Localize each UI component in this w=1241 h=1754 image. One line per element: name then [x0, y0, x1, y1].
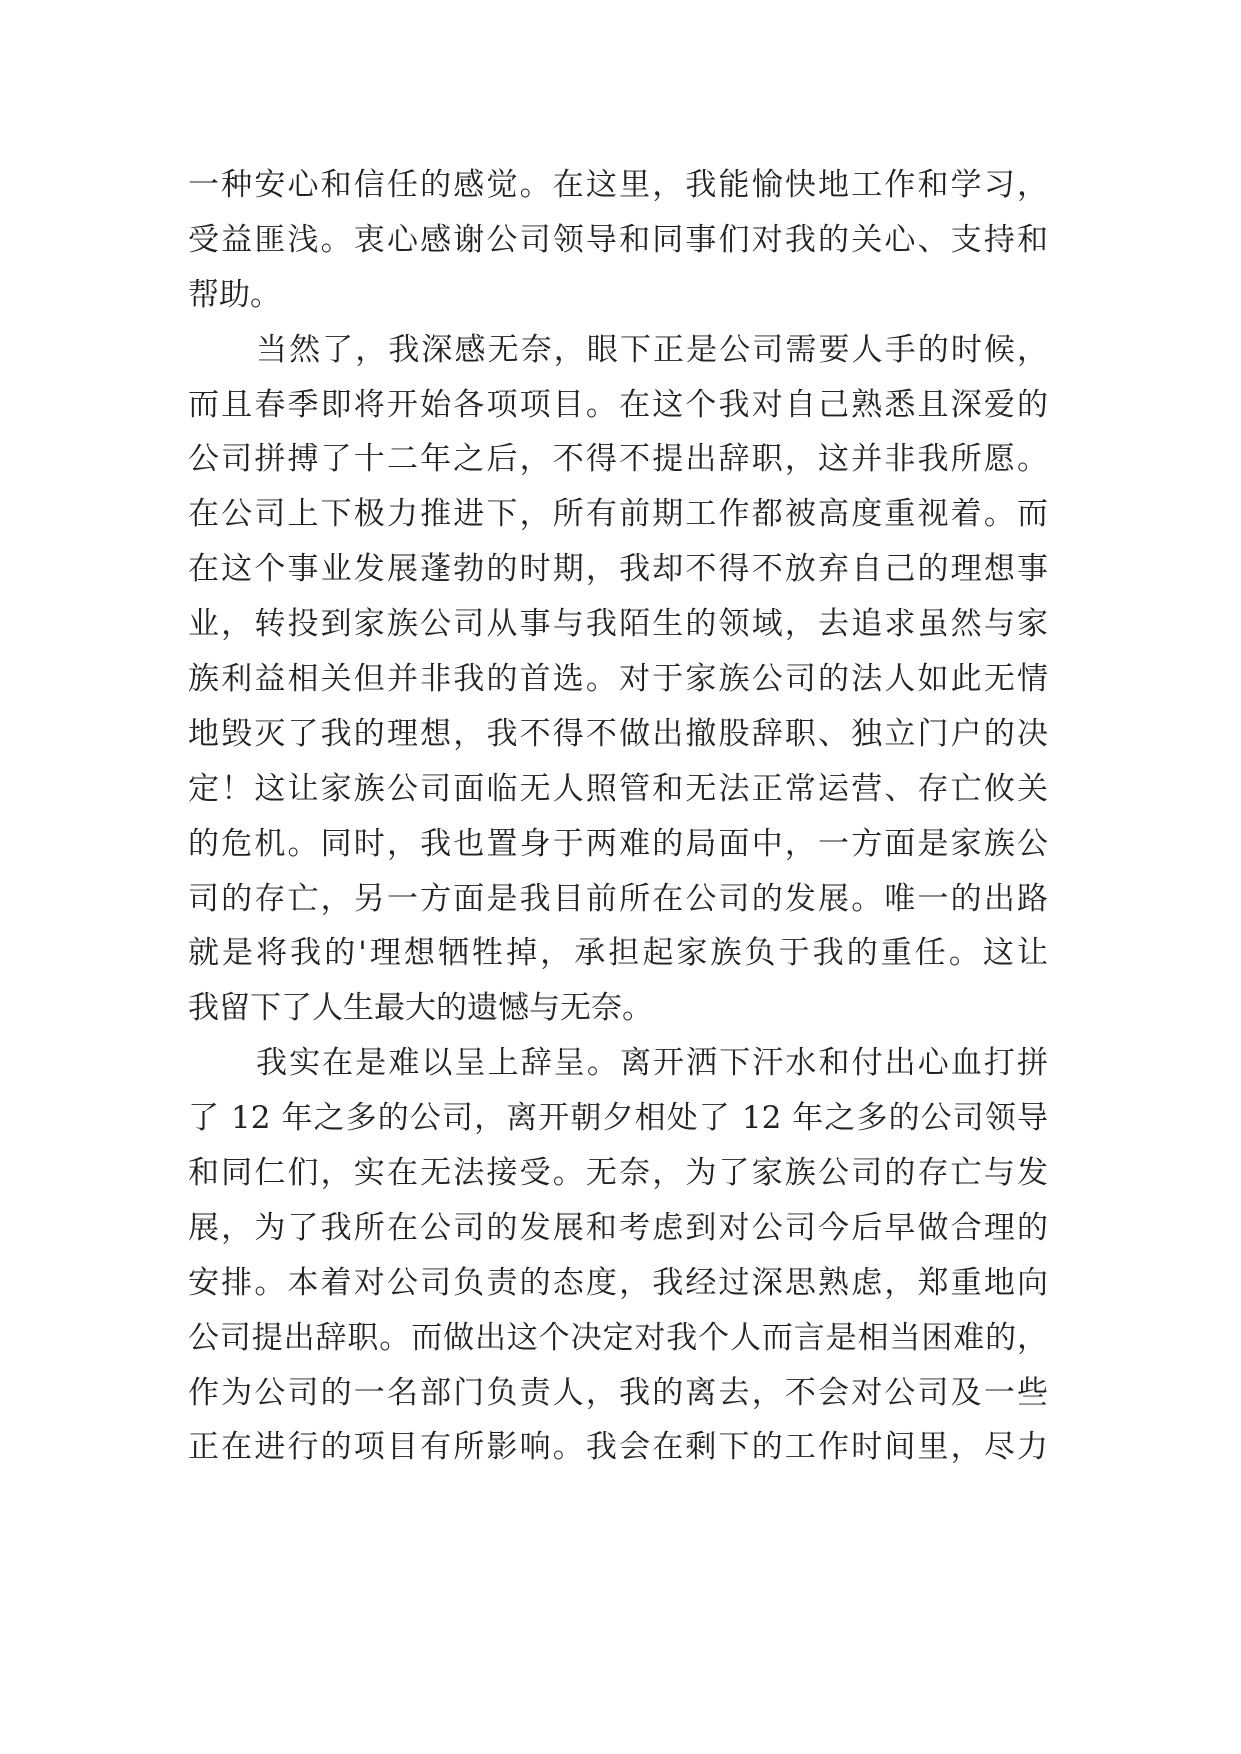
text-line: 的危机。同时，我也置身于两难的局面中，一方面是家族公 [188, 825, 1048, 862]
text-line: 在这个事业发展蓬勃的时期，我却不得不放弃自己的理想事 [188, 551, 1048, 588]
text-line: 族利益相关但并非我的首选。对于家族公司的法人如此无情 [188, 661, 1048, 698]
text-line: 公司提出辞职。而做出这个决定对我个人而言是相当困难的， [188, 1319, 1048, 1356]
text-line: 展，为了我所在公司的发展和考虑到对公司今后早做合理的 [188, 1209, 1048, 1246]
text-line: 地毁灭了我的理想，我不得不做出撤股辞职、独立门户的决 [188, 715, 1048, 752]
text-line: 一种安心和信任的感觉。在这里，我能愉快地工作和学习， [188, 167, 1048, 203]
text-line: 定！这让家族公司面临无人照管和无法正常运营、存亡攸关 [188, 770, 1048, 807]
paragraph-2 [188, 323, 1048, 1037]
paragraph-1 [188, 158, 1048, 323]
text-line: 帮助。 [188, 276, 281, 313]
paragraph-3 [188, 1036, 1048, 1475]
text-line: 受益匪浅。衷心感谢公司领导和同事们对我的关心、支持和 [188, 221, 1048, 258]
text-line: 了 12 年之多的公司，离开朝夕相处了 12 年之多的公司领导 [188, 1100, 1048, 1137]
text-line: 安排。本着对公司负责的态度，我经过深思熟虑，郑重地向 [188, 1264, 1048, 1301]
text-line: 司的存亡，另一方面是我目前所在公司的发展。唯一的出路 [188, 880, 1048, 917]
text-line: 而且春季即将开始各项项目。在这个我对自己熟悉且深爱的 [188, 386, 1048, 423]
text-line: 和同仁们，实在无法接受。无奈，为了家族公司的存亡与发 [188, 1155, 1048, 1192]
text-line: 公司拼搏了十二年之后，不得不提出辞职，这并非我所愿。 [188, 441, 1048, 478]
text-line: 就是将我的'理想牺牲掉，承担起家族负于我的重任。这让 [188, 935, 1048, 972]
text-line: 业，转投到家族公司从事与我陌生的领域，去追求虽然与家 [188, 606, 1048, 643]
text-line: 我实在是难以呈上辞呈。离开洒下汗水和付出心血打拼 [256, 1045, 1048, 1082]
text-line: 作为公司的一名部门负责人，我的离去，不会对公司及一些 [188, 1374, 1048, 1411]
text-line: 正在进行的项目有所影响。我会在剩下的工作时间里，尽力 [188, 1429, 1048, 1466]
text-line: 我留下了人生最大的遗憾与无奈。 [188, 990, 653, 1027]
text-line: 当然了，我深感无奈，眼下正是公司需要人手的时候， [256, 331, 1048, 368]
document-body [188, 158, 1048, 1475]
text-line: 在公司上下极力推进下，所有前期工作都被高度重视着。而 [188, 496, 1048, 533]
